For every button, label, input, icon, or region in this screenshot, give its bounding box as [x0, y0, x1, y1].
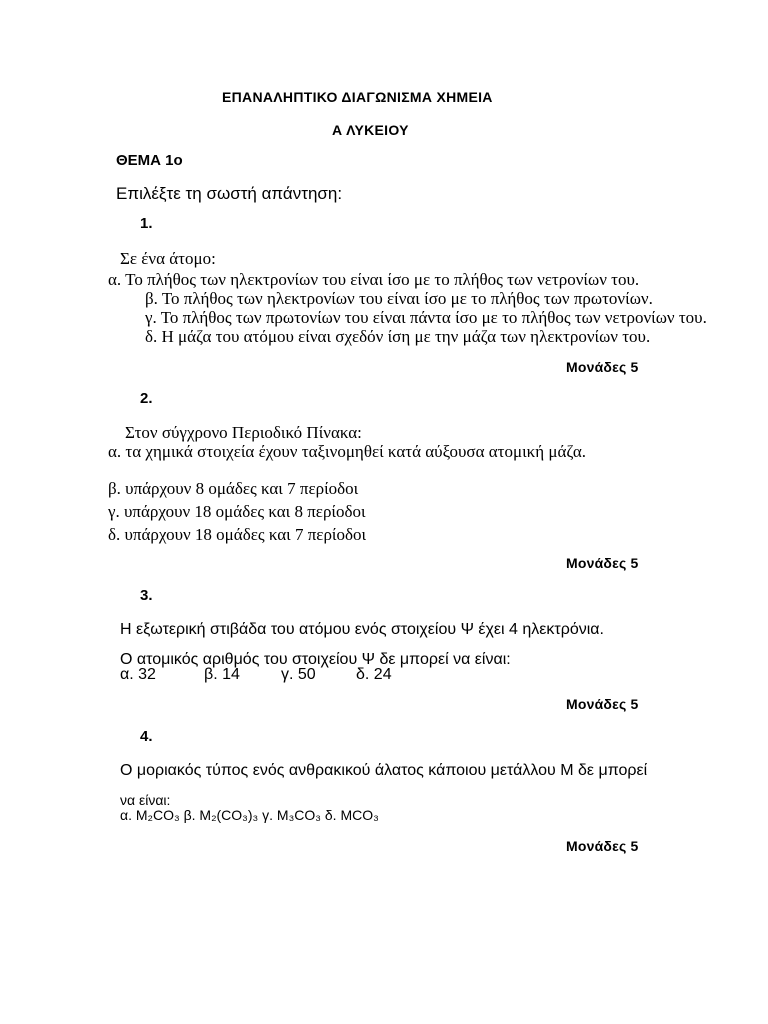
question-2-option-c: γ. υπάρχουν 18 ομάδες και 8 περίοδοι	[108, 502, 366, 521]
question-4-marks: Μονάδες 5	[566, 838, 639, 854]
document-title: ΕΠΑΝΑΛΗΠΤΙΚΟ ΔΙΑΓΩΝΙΣΜΑ ΧΗΜΕΙΑ	[222, 89, 493, 105]
option-a-label: α.	[120, 807, 132, 823]
question-4-options	[120, 807, 379, 823]
question-2-option-b: β. υπάρχουν 8 ομάδες και 7 περίοδοι	[108, 479, 359, 498]
question-3-option-d: δ. 24	[356, 666, 392, 683]
option-b-label: β.	[183, 807, 196, 823]
option-b-formula: M₂(CO₃)₃	[199, 807, 259, 823]
question-2-option-a: α. τα χημικά στοιχεία έχουν ταξινομηθεί κατά αύξουσα ατομική μάζα.	[108, 442, 586, 461]
question-3-stem-line-1: Η εξωτερική στιβάδα του ατόμου ενός στοιχείου Ψ έχει 4 ηλεκτρόνια.	[120, 621, 604, 638]
question-2-number: 2.	[140, 390, 153, 407]
option-d-formula: MCO₃	[340, 807, 379, 823]
question-1-stem: Σε ένα άτομο:	[120, 249, 216, 268]
option-a-formula: M₂CO₃	[135, 807, 180, 823]
question-1-option-c: γ. Το πλήθος των πρωτονίων του είναι πάντα ίσο με το πλήθος των νετρονίων του.	[145, 308, 707, 327]
option-c-formula: M₃CO₃	[276, 807, 321, 823]
question-1-number: 1.	[140, 215, 153, 232]
question-4-stem-line-2: να είναι:	[120, 792, 171, 808]
question-4-stem-line-1: Ο μοριακός τύπος ενός ανθρακικού άλατος κάποιου μετάλλου Μ δε μπορεί	[120, 762, 648, 779]
question-1-option-d: δ. Η μάζα του ατόμου είναι σχεδόν ίση με την μάζα των ηλεκτρονίων του.	[145, 327, 651, 346]
question-1-marks: Μονάδες 5	[566, 359, 639, 375]
section-heading	[116, 152, 183, 169]
question-3-option-a: α. 32	[120, 666, 156, 683]
question-1-option-a: α. Το πλήθος των ηλεκτρονίων του είναι ίσο με το πλήθος των νετρονίων του.	[108, 270, 640, 289]
question-3-option-c: γ. 50	[281, 666, 316, 683]
instruction-text: Επιλέξτε τη σωστή απάντηση:	[116, 184, 343, 203]
option-c-label: γ.	[262, 807, 274, 823]
question-4-number: 4.	[140, 728, 153, 745]
question-2-option-d: δ. υπάρχουν 18 ομάδες και 7 περίοδοι	[108, 525, 367, 544]
question-3-number: 3.	[140, 587, 153, 604]
question-3-marks: Μονάδες 5	[566, 696, 639, 712]
question-3-stem-line-2: Ο ατομικός αριθμός του στοιχείου Ψ δε μπορεί να είναι:	[120, 651, 511, 668]
question-3-option-b: β. 14	[204, 666, 240, 683]
section-heading-text: ΘΕΜΑ 1ο	[116, 152, 183, 169]
class-subtitle: Α ΛΥΚΕΙΟΥ	[332, 122, 409, 138]
question-1-option-b: β. Το πλήθος των ηλεκτρονίων του είναι ίσο με το πλήθος των πρωτονίων.	[145, 289, 653, 308]
question-2-marks: Μονάδες 5	[566, 555, 639, 571]
question-2-stem: Στον σύγχρονο Περιοδικό Πίνακα:	[125, 423, 362, 442]
option-d-label: δ.	[324, 807, 337, 823]
